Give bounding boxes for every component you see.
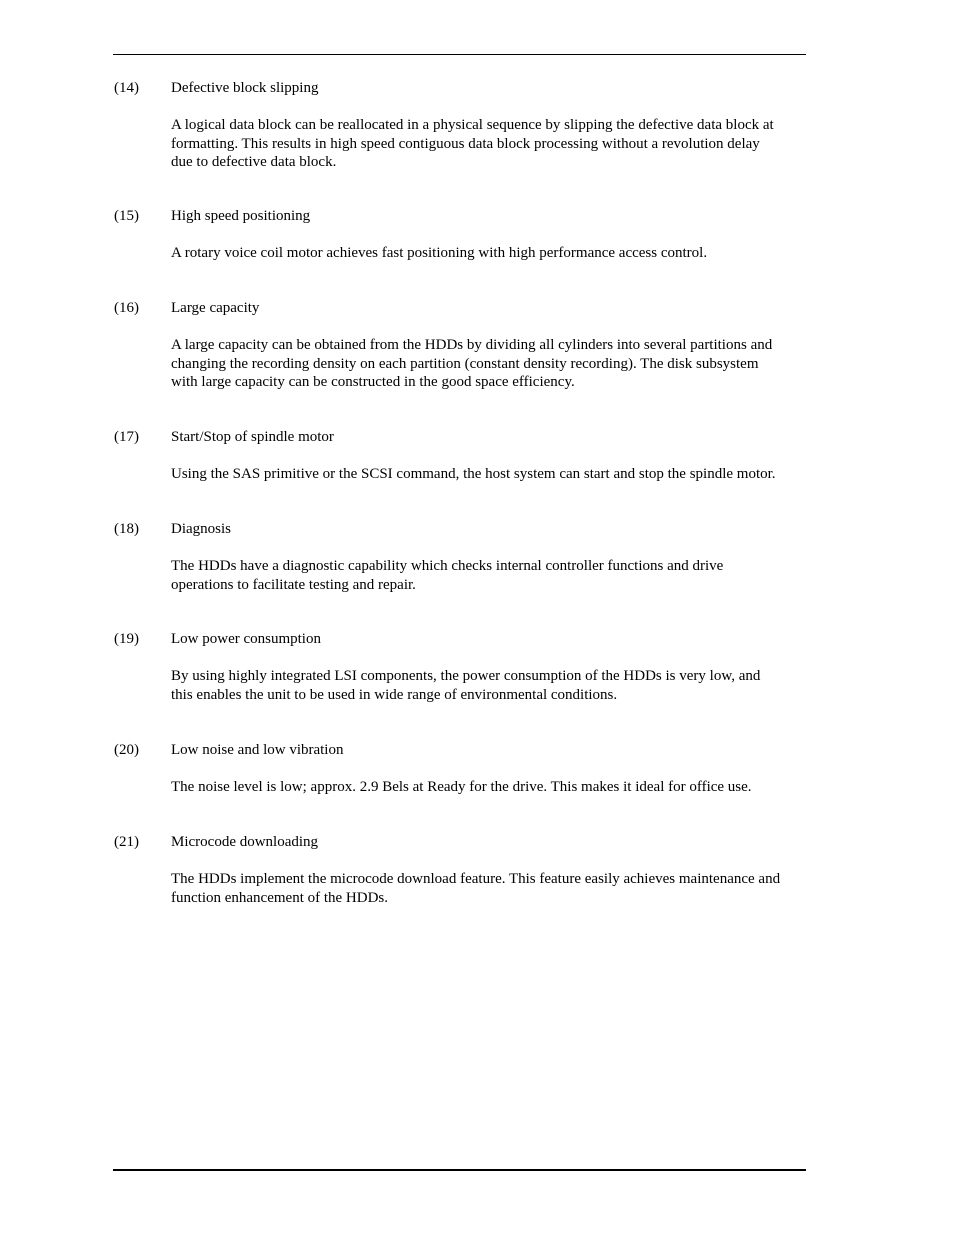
item-title: Diagnosis	[171, 521, 231, 537]
feature-item-20	[114, 741, 814, 797]
feature-item-16	[114, 299, 814, 392]
item-number: (20)	[114, 742, 139, 758]
feature-item-18	[114, 520, 814, 594]
item-number: (18)	[114, 521, 139, 537]
item-description: A rotary voice coil motor achieves fast positioning with high performance access control.	[171, 245, 708, 261]
item-title: Low noise and low vibration	[171, 742, 344, 758]
item-description: The HDDs have a diagnostic capability which checks internal controller functions and drive operations to facilitate testing and repair.	[171, 558, 724, 593]
item-description: The HDDs implement the microcode download feature. This feature easily achieves maintenance and function enhancement of the HDDs.	[171, 871, 781, 906]
feature-item-17	[114, 428, 814, 484]
item-number: (14)	[114, 80, 139, 96]
item-description: Using the SAS primitive or the SCSI command, the host system can start and stop the spindle motor.	[171, 466, 776, 482]
item-title: Low power consumption	[171, 631, 321, 647]
item-title: Microcode downloading	[171, 834, 319, 850]
item-title: High speed positioning	[171, 208, 311, 224]
item-description: A large capacity can be obtained from the HDDs by dividing all cylinders into several partitions and changing the recording density on each partition (constant density recording). The disk subsystem with large capacity can be constructed in the good space efficiency.	[171, 337, 773, 390]
footer-rule	[113, 1169, 806, 1171]
feature-item-19	[114, 630, 814, 704]
item-description: A logical data block can be reallocated in a physical sequence by slipping the defective data block at formatting. This results in high speed contiguous data block processing without a revolution delay due to defective data block.	[171, 117, 774, 170]
feature-item-14	[114, 79, 814, 172]
item-number: (19)	[114, 631, 139, 647]
item-title: Large capacity	[171, 300, 260, 316]
feature-item-21	[114, 833, 814, 907]
item-number: (17)	[114, 429, 139, 445]
item-title: Start/Stop of spindle motor	[171, 429, 334, 445]
item-title: Defective block slipping	[171, 80, 319, 96]
item-description: The noise level is low; approx. 2.9 Bels at Ready for the drive. This makes it ideal for office use.	[171, 779, 752, 795]
header-rule	[113, 54, 806, 55]
item-description: By using highly integrated LSI components, the power consumption of the HDDs is very low, and this enables the unit to be used in wide range of environmental conditions.	[171, 668, 761, 703]
item-number: (15)	[114, 208, 139, 224]
feature-item-15	[114, 207, 814, 263]
item-number: (16)	[114, 300, 139, 316]
item-number: (21)	[114, 834, 139, 850]
